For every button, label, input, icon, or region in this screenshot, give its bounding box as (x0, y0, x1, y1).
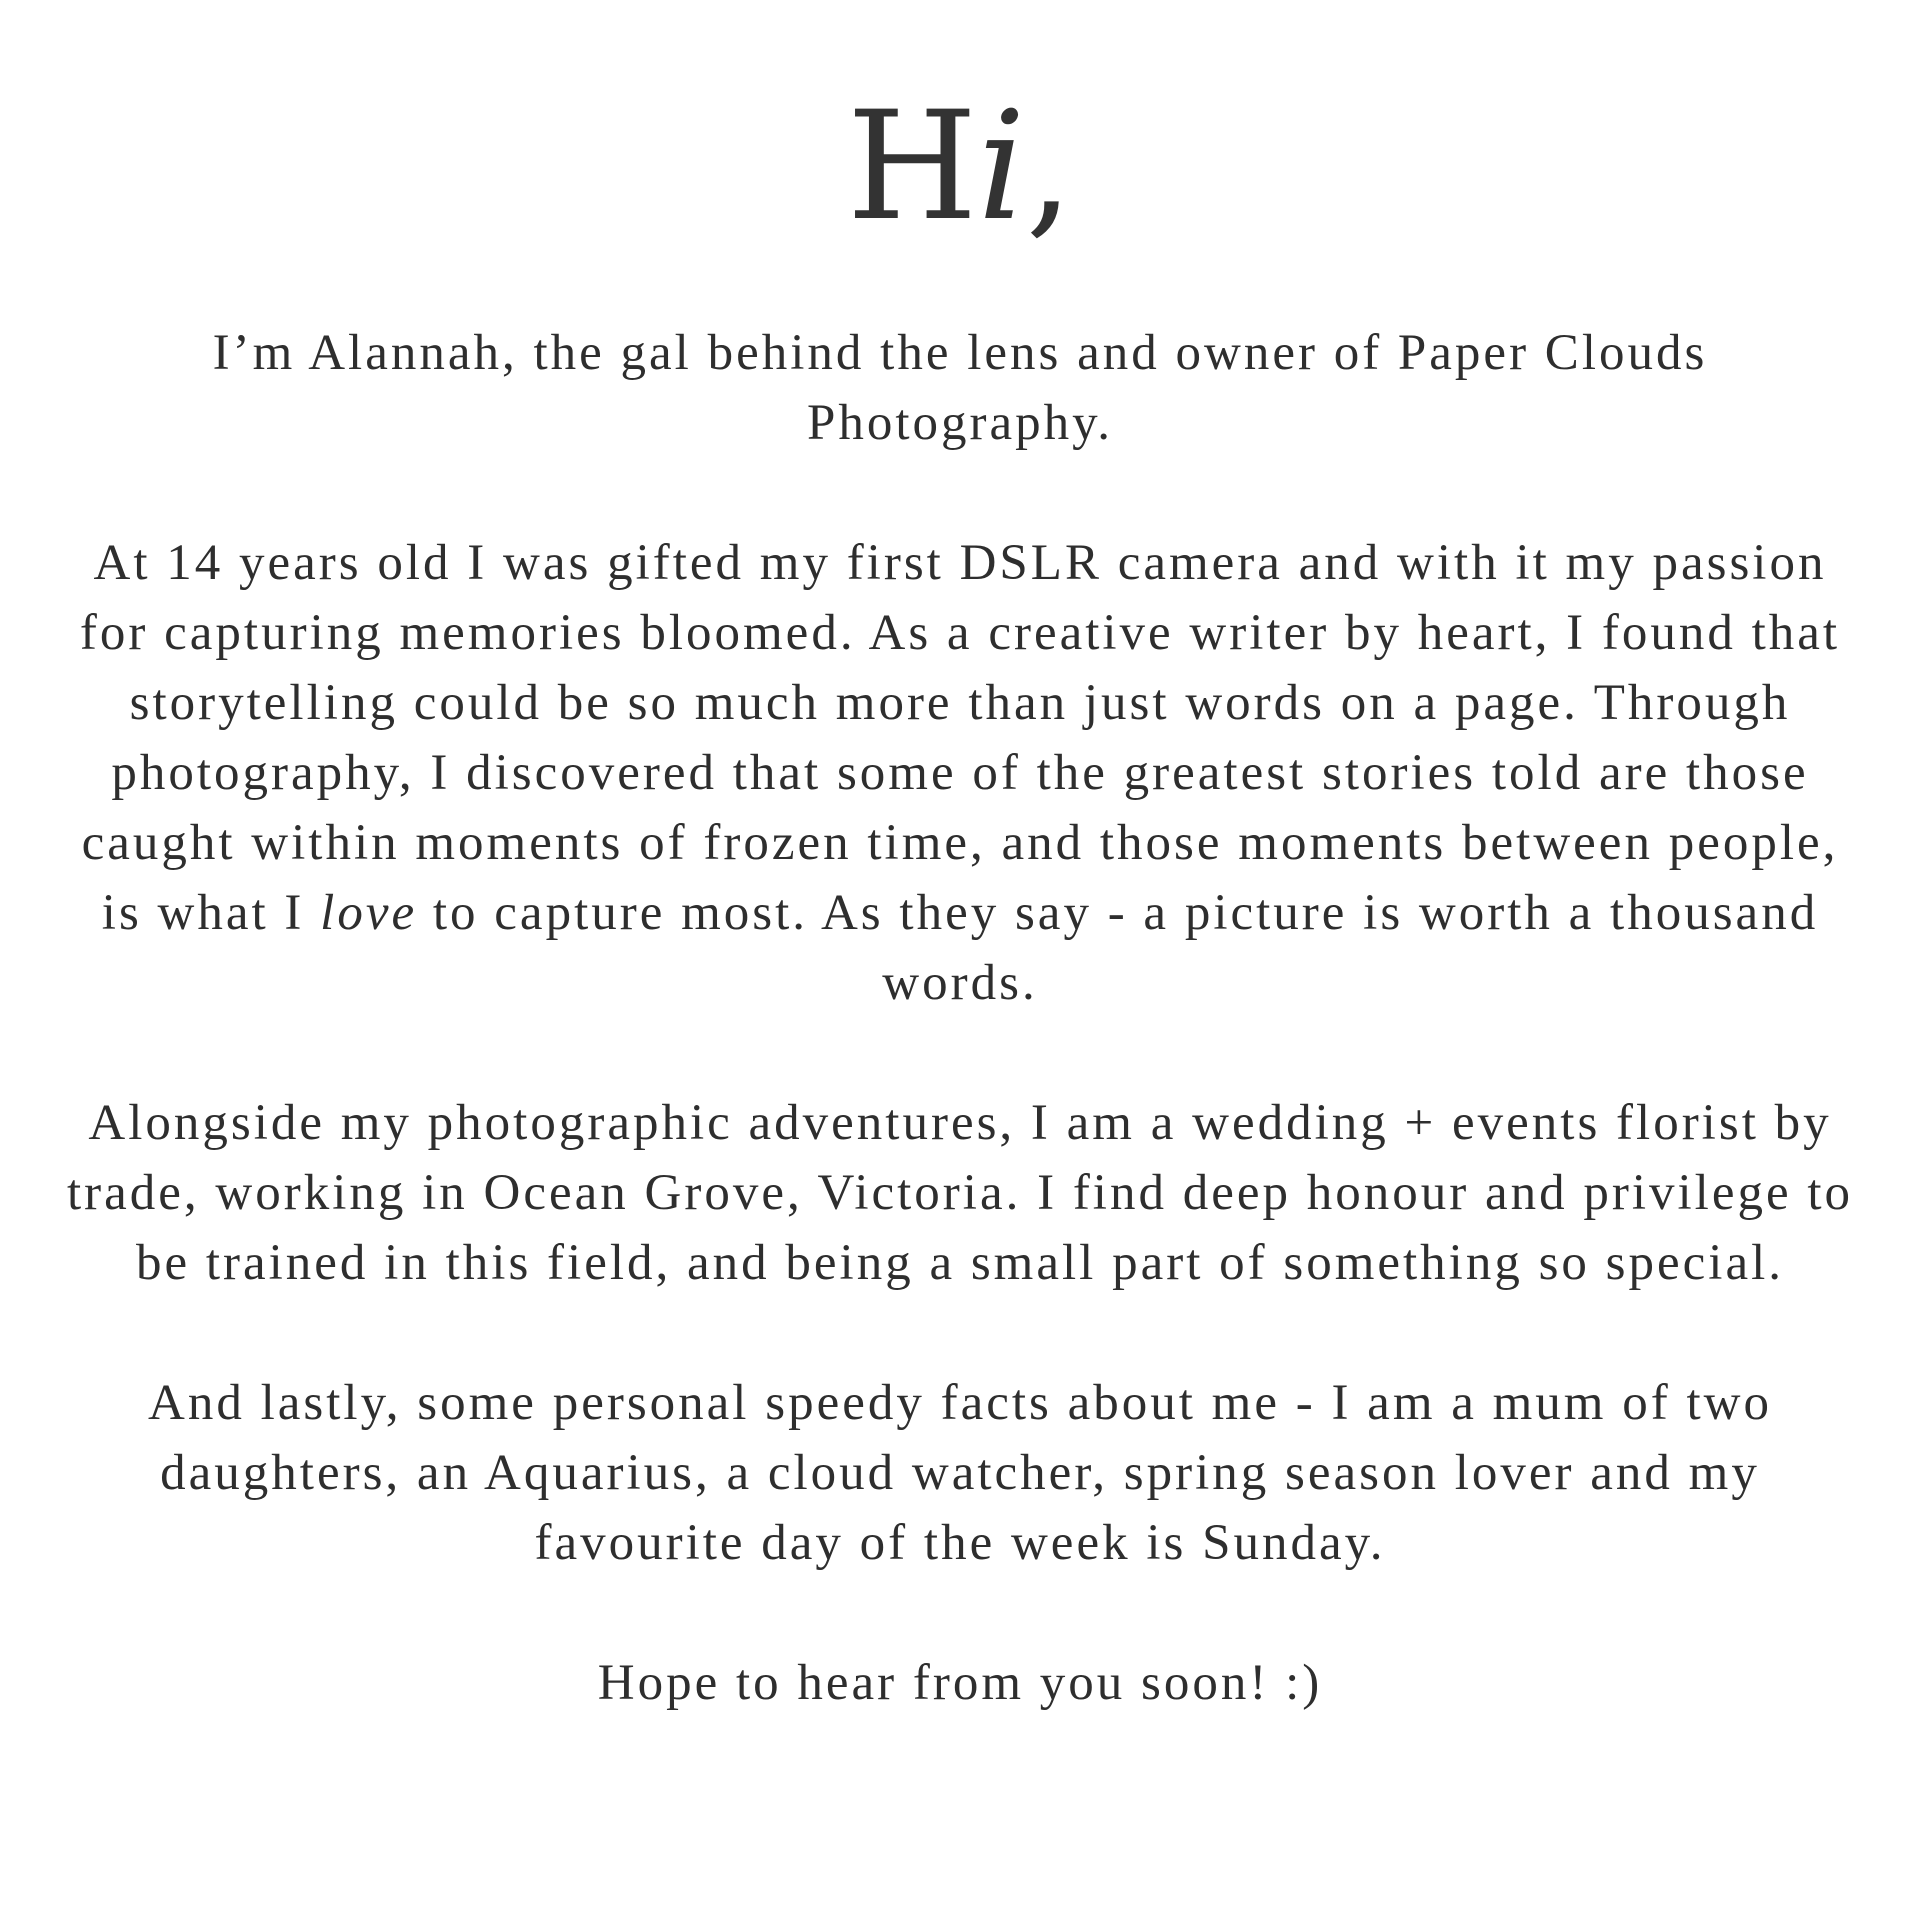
greeting-punct: , (1025, 80, 1074, 254)
intro-paragraph: I’m Alannah, the gal behind the lens and owner of Paper Clouds Photography. (212, 325, 1708, 451)
facts-paragraph: And lastly, some personal speedy facts about me - I am a mum of two daughters, an Aquarius, a cloud watcher, spring season lover and my favourite day of the week is Sunday. (148, 1375, 1772, 1571)
about-body (60, 318, 1860, 1718)
story-paragraph (60, 528, 1860, 1018)
story-text-start: At 14 years old I was gifted my first DSLR camera and with it my passion for capturing memories bloomed. As a creative writer by heart, I found that storytelling could be so much more than just words on a page. Through photography, I discovered that some of the greatest stories told are those caught within moments of frozen time, and those moments between people, is what I (79, 535, 1841, 941)
greeting-heading (0, 82, 1920, 252)
story-emphasis: love (320, 885, 418, 941)
closing-paragraph: Hope to hear from you soon! :) (597, 1655, 1323, 1711)
florist-paragraph: Alongside my photographic adventures, I am a wedding + events florist by trade, working in Ocean Grove, Victoria. I find deep honour and privilege to be trained in this field, and being a small part of something so special. (66, 1095, 1854, 1291)
story-text-end: to capture most. As they say - a picture is worth a thousand words. (417, 885, 1819, 1011)
greeting-italic: i (977, 80, 1026, 254)
greeting-main: H (846, 80, 978, 254)
